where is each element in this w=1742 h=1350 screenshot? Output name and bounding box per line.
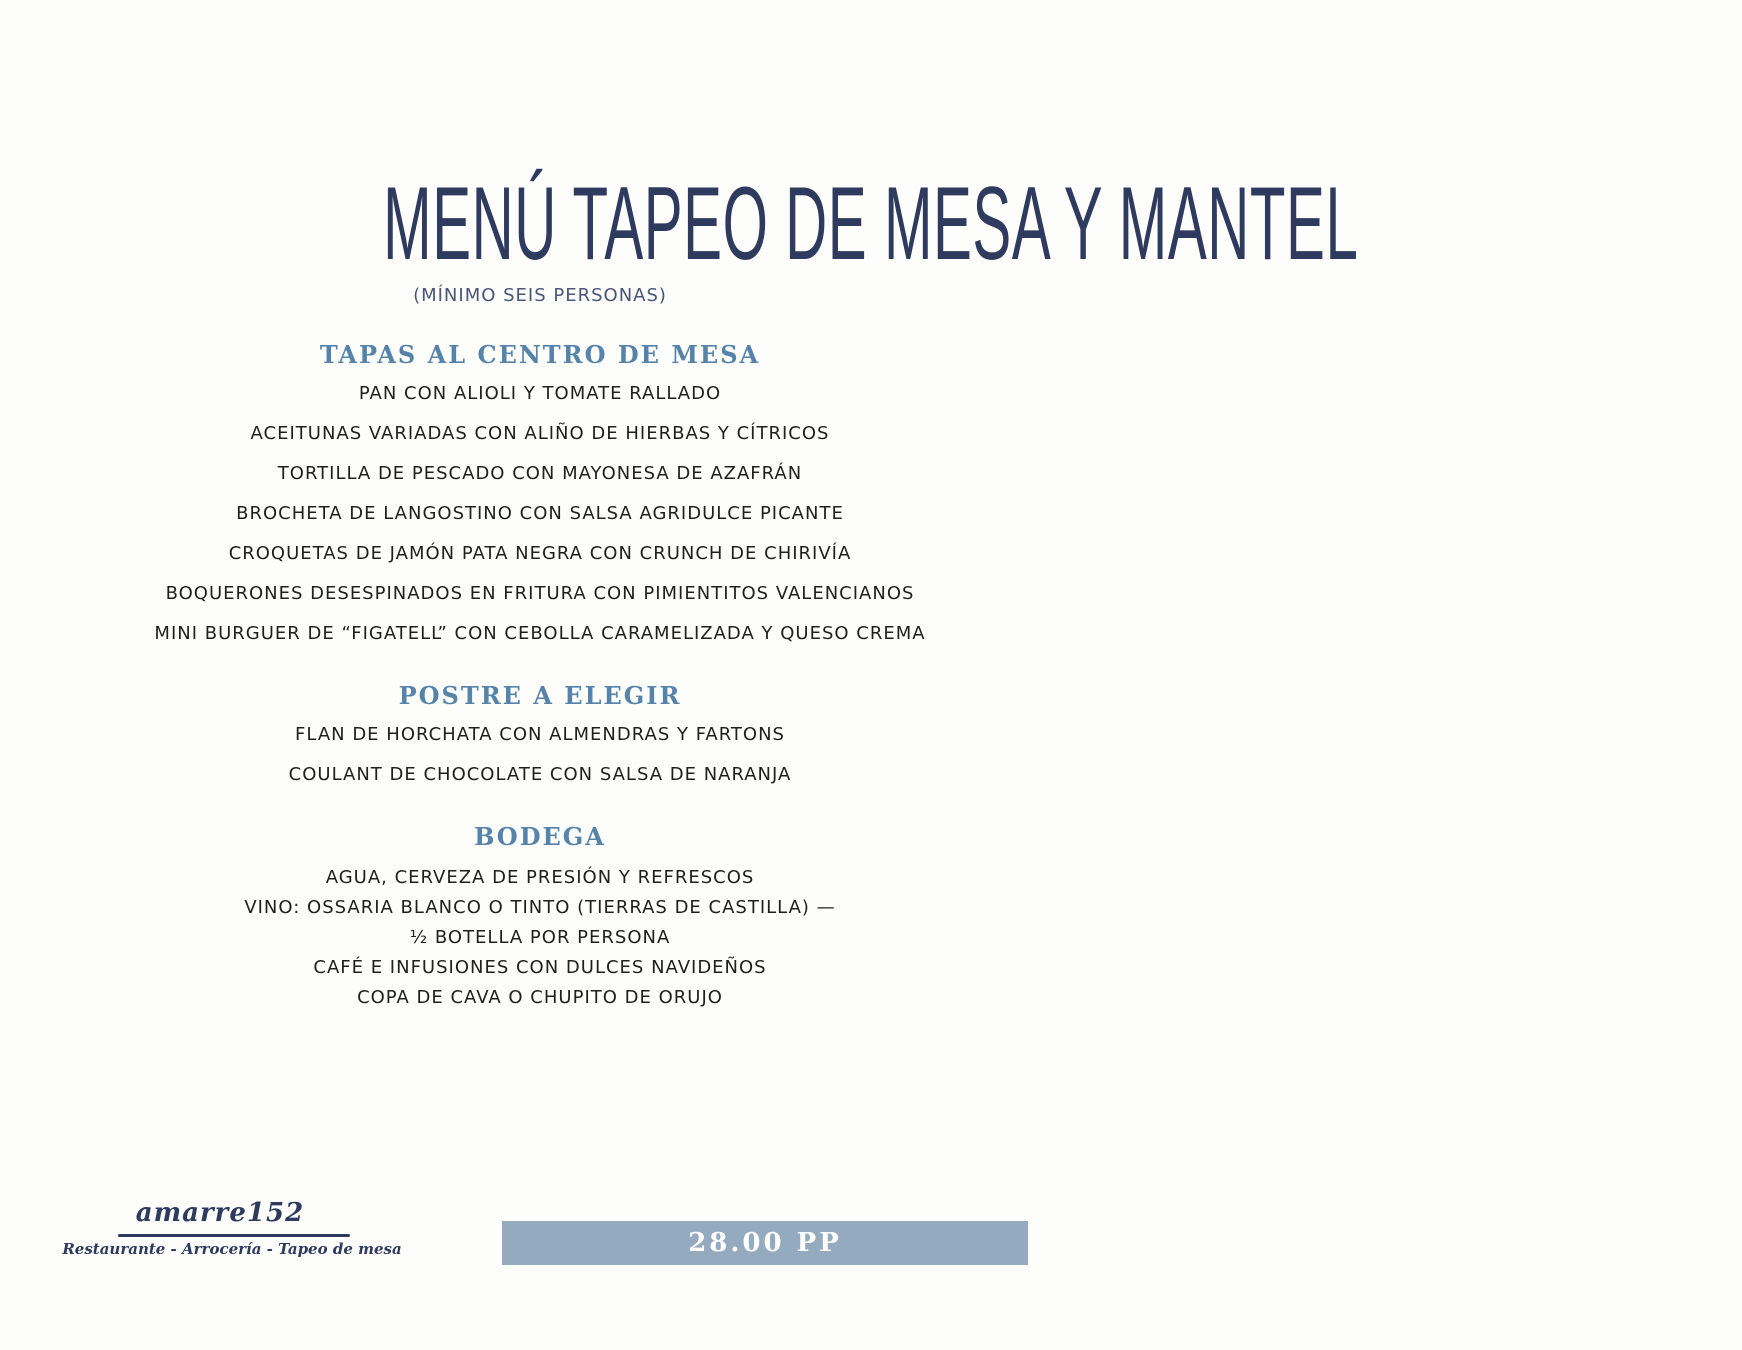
list-item: BOQUERONES DESESPINADOS EN FRITURA CON PIMIENTITOS VALENCIANOS bbox=[165, 583, 915, 604]
logo-tagline: Restaurante - Arrocería - Tapeo de mesa bbox=[62, 1240, 402, 1258]
list-item: AGUA, CERVEZA DE PRESIÓN Y REFRESCOS bbox=[325, 867, 755, 888]
price-text: 28.00 PP bbox=[688, 1228, 842, 1258]
list-item: VINO: OSSARIA BLANCO O TINTO (TIERRAS DE CASTILLA) — bbox=[244, 897, 836, 918]
list-item: PAN CON ALIOLI Y TOMATE RALLADO bbox=[358, 383, 722, 404]
list-item: CROQUETAS DE JAMÓN PATA NEGRA CON CRUNCH DE CHIRIVÍA bbox=[228, 543, 852, 564]
restaurant-logo bbox=[52, 1198, 412, 1268]
bodega-list bbox=[0, 863, 1080, 1013]
menu-subtitle: (MÍNIMO SEIS PERSONAS) bbox=[413, 285, 667, 306]
section-title-postre: POSTRE A ELEGIR bbox=[398, 681, 682, 710]
menu-title bbox=[0, 166, 1359, 288]
list-item: ACEITUNAS VARIADAS CON ALIÑO DE HIERBAS Y CÍTRICOS bbox=[250, 423, 830, 444]
price-bar bbox=[502, 1221, 1028, 1265]
section-title-bodega: BODEGA bbox=[474, 822, 606, 851]
section-title-tapas: TAPAS AL CENTRO DE MESA bbox=[319, 340, 761, 369]
logo-name: amarre152 bbox=[135, 1198, 305, 1228]
menu-title-text: MENÚ TAPEO DE MESA Y MANTEL bbox=[383, 166, 1359, 282]
logo-underline bbox=[118, 1234, 350, 1237]
list-item: MINI BURGUER DE “FIGATELL” CON CEBOLLA CARAMELIZADA Y QUESO CREMA bbox=[154, 623, 926, 644]
list-item: BROCHETA DE LANGOSTINO CON SALSA AGRIDULCE PICANTE bbox=[236, 503, 844, 524]
list-item: ½ BOTELLA POR PERSONA bbox=[409, 927, 671, 948]
list-item: COULANT DE CHOCOLATE CON SALSA DE NARANJA bbox=[288, 764, 792, 785]
postre-list bbox=[0, 715, 1080, 795]
list-item: CAFÉ E INFUSIONES CON DULCES NAVIDEÑOS bbox=[313, 957, 767, 978]
list-item: FLAN DE HORCHATA CON ALMENDRAS Y FARTONS bbox=[295, 724, 785, 745]
list-item: TORTILLA DE PESCADO CON MAYONESA DE AZAFRÁN bbox=[277, 463, 803, 484]
tapas-list bbox=[0, 374, 1080, 654]
list-item: COPA DE CAVA O CHUPITO DE ORUJO bbox=[357, 987, 723, 1008]
